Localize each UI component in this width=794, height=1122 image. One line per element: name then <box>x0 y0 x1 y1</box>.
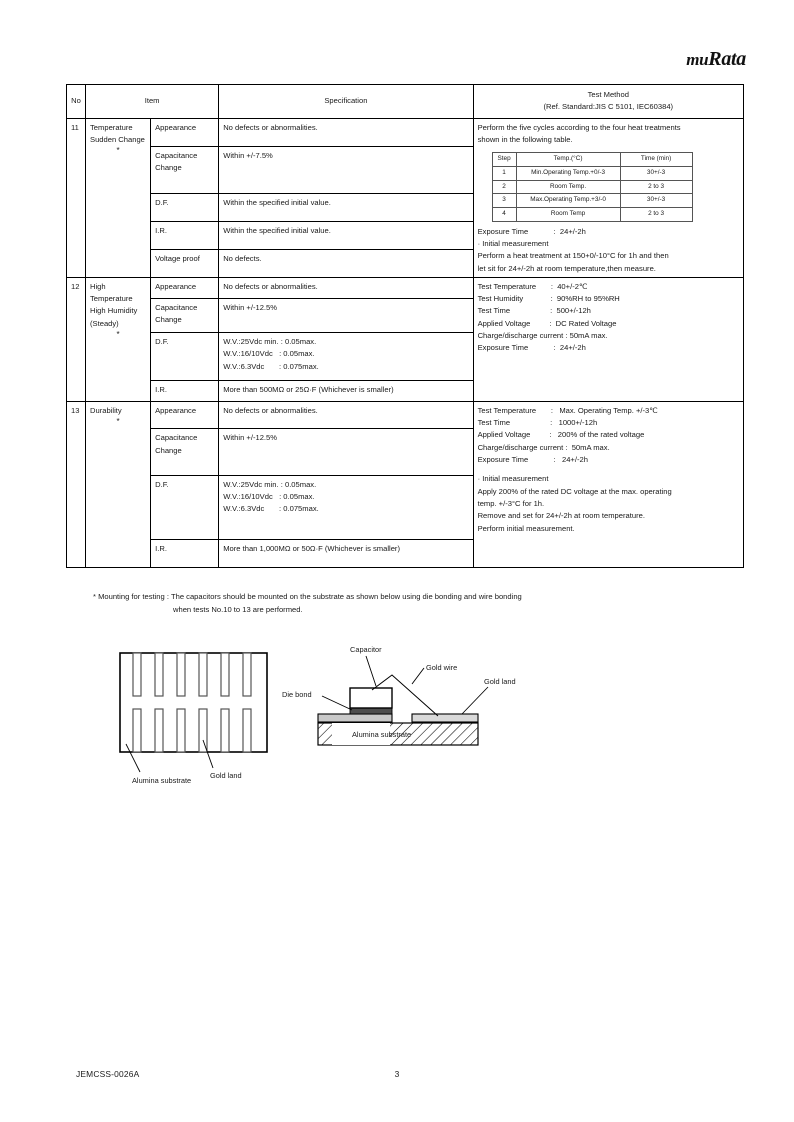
step-table-cell: 1 <box>492 166 516 180</box>
step-table-cell: 2 <box>492 180 516 194</box>
label-gold-land-cross: Gold land <box>484 677 516 686</box>
cell-subitem: Voltage proof <box>151 249 219 277</box>
cell-subitem: D.F. <box>151 193 219 221</box>
capacitor-body <box>350 688 392 708</box>
footer-document-code: JEMCSS-0026A <box>76 1069 140 1079</box>
cell-subitem: D.F. <box>151 332 219 380</box>
cell-item: High Temperature High Humidity (Steady) * <box>86 277 151 401</box>
step-table-row <box>492 194 692 208</box>
figures-area <box>60 640 740 800</box>
cell-no: 12 <box>67 277 86 401</box>
step-table-row <box>492 166 692 180</box>
cell-specification: Within the specified initial value. <box>219 193 473 221</box>
cell-subitem: I.R. <box>151 221 219 249</box>
murata-logo <box>686 48 746 71</box>
cell-specification: Within the specified initial value. <box>219 221 473 249</box>
cell-subitem: Capacitance Change <box>151 146 219 193</box>
cell-specification: Within +/-7.5% <box>219 146 473 193</box>
step-table-header-row <box>492 153 692 167</box>
figure-cross-section <box>282 645 516 745</box>
gold-land-bottom-6 <box>243 709 251 752</box>
cell-specification: Within +/-12.5% <box>219 429 473 475</box>
gold-land-left <box>318 714 392 722</box>
table-header-row <box>67 85 744 119</box>
gold-land-top-4 <box>199 653 207 696</box>
footer-page-number: 3 <box>394 1069 400 1079</box>
gold-land-top-1 <box>133 653 141 696</box>
cell-specification: No defects. <box>219 249 473 277</box>
cell-test-method: Perform the five cycles according to the four heat treatments shown in the following table. Step Temp.(°C) Time (min) 1 Min.Operating Temp.+0/-3 30+/-3 2 Room Temp. 2 to 3 3 Max.Operating Temp.+3/-0 30+/-3 4 Room Temp 2 to 3 Exposure Time : 24+/-2h · Initial measurement Perform a heat treatment at 150+0/-10°C for 1h and then let sit for 24+/-2h at room temperature,then measure. <box>473 118 743 277</box>
test-method-title-line2: (Ref. Standard:JIS C 5101, IEC60384) <box>543 102 674 112</box>
col-header-test-method <box>473 85 743 119</box>
step-table-cell: 3 <box>492 194 516 208</box>
leader-line-capacitor <box>366 656 376 686</box>
cell-no: 11 <box>67 118 86 277</box>
leader-line-gold-land-cross <box>462 687 488 714</box>
gold-land-top-2 <box>155 653 163 696</box>
cell-specification: No defects or abnormalities. <box>219 118 473 146</box>
gold-land-bottom-4 <box>199 709 207 752</box>
step-table-cell: Room Temp <box>516 208 620 222</box>
cell-test-method: Test Temperature : Max. Operating Temp. +/-3℃ Test Time : 1000+/-12h Applied Voltage : 200% of the rated voltage Charge/discharge current : 50mA max. Exposure Time : 24+/-2h · Initial measurement Apply 200% of the rated DC voltage at the max. operating temp. +/-3°C for 1h. Remove and set for 24+/-2h at room temperature. Perform initial measurement. <box>473 401 743 567</box>
step-table-cell: 2 to 3 <box>620 180 692 194</box>
specification-table <box>66 84 744 568</box>
die-bond-layer <box>350 708 392 714</box>
col-header-specification: Specification <box>219 85 473 119</box>
cell-subitem: Appearance <box>151 277 219 298</box>
step-table-cell: 30+/-3 <box>620 194 692 208</box>
item-asterisk: * <box>116 330 120 340</box>
step-table-cell: Min.Operating Temp.+0/-3 <box>516 166 620 180</box>
col-header-item: Item <box>86 85 219 119</box>
cell-subitem: Capacitance Change <box>151 429 219 475</box>
leader-line-die-bond <box>322 696 352 710</box>
table-row <box>67 277 744 298</box>
label-alumina-substrate-top: Alumina substrate <box>132 776 192 785</box>
step-table-header-cell: Step <box>492 153 516 167</box>
step-table-cell: Room Temp. <box>516 180 620 194</box>
table-row <box>67 401 744 429</box>
test-method-title-line1: Test Method <box>587 90 629 99</box>
item-asterisk: * <box>116 417 120 427</box>
gold-land-bottom-3 <box>177 709 185 752</box>
step-table-header-cell: Temp.(°C) <box>516 153 620 167</box>
step-table-cell: 30+/-3 <box>620 166 692 180</box>
heat-treatment-step-table <box>492 152 693 222</box>
cell-specification: W.V.:25Vdc min. : 0.05max. W.V.:16/10Vdc : 0.05max. W.V.:6.3Vdc : 0.075max. <box>219 475 473 540</box>
footnote-line-2: when tests No.10 to 13 are performed. <box>173 605 303 615</box>
cell-specification: No defects or abnormalities. <box>219 277 473 298</box>
cell-item: Durability * <box>86 401 151 567</box>
cell-subitem: Capacitance Change <box>151 298 219 332</box>
gold-land-bottom-2 <box>155 709 163 752</box>
gold-land-bottom-5 <box>221 709 229 752</box>
figure-top-view <box>120 653 267 785</box>
step-table-header-cell: Time (min) <box>620 153 692 167</box>
step-table-cell: 2 to 3 <box>620 208 692 222</box>
step-table-row <box>492 180 692 194</box>
cell-specification: W.V.:25Vdc min. : 0.05max. W.V.:16/10Vdc : 0.05max. W.V.:6.3Vdc : 0.075max. <box>219 332 473 380</box>
cell-subitem: I.R. <box>151 381 219 402</box>
step-table-cell: Max.Operating Temp.+3/-0 <box>516 194 620 208</box>
step-table-cell: 4 <box>492 208 516 222</box>
footnote-line-1: * Mounting for testing : The capacitors should be mounted on the substrate as shown below using die bonding and wire bonding <box>93 592 522 601</box>
table-row <box>67 118 744 146</box>
label-alumina-substrate-cross: Alumina substrate <box>352 730 412 739</box>
label-capacitor: Capacitor <box>350 645 382 654</box>
gold-land-bottom-1 <box>133 709 141 752</box>
label-gold-wire: Gold wire <box>426 663 458 672</box>
logo-rata-text: Rata <box>708 48 746 70</box>
gold-land-top-5 <box>221 653 229 696</box>
cell-item: Temperature Sudden Change * <box>86 118 151 277</box>
cell-specification: No defects or abnormalities. <box>219 401 473 429</box>
mounting-figures-svg <box>60 640 740 800</box>
cell-subitem: D.F. <box>151 475 219 540</box>
gold-land-top-6 <box>243 653 251 696</box>
col-header-no: No <box>67 85 86 119</box>
cell-subitem: I.R. <box>151 540 219 568</box>
logo-mu-text: mu <box>686 50 709 69</box>
cell-specification: More than 500MΩ or 25Ω·F (Whichever is smaller) <box>219 381 473 402</box>
cell-specification: Within +/-12.5% <box>219 298 473 332</box>
table-header <box>67 85 744 119</box>
cell-test-method: Test Temperature : 40+/-2℃ Test Humidity : 90%RH to 95%RH Test Time : 500+/-12h Applied Voltage : DC Rated Voltage Charge/discharge current : 50mA max. Exposure Time : 24+/-2h <box>473 277 743 401</box>
cell-no: 13 <box>67 401 86 567</box>
step-table-row <box>492 208 692 222</box>
label-gold-land-top: Gold land <box>210 771 242 780</box>
cell-subitem: Appearance <box>151 118 219 146</box>
mounting-footnote <box>93 590 713 617</box>
spacer <box>478 466 739 473</box>
leader-line-gold-wire <box>412 668 424 684</box>
cell-specification: More than 1,000MΩ or 50Ω·F (Whichever is smaller) <box>219 540 473 568</box>
gold-land-right <box>412 714 478 722</box>
gold-land-top-3 <box>177 653 185 696</box>
cell-subitem: Appearance <box>151 401 219 429</box>
table-body <box>67 118 744 567</box>
item-asterisk: * <box>116 146 120 156</box>
label-die-bond: Die bond <box>282 690 312 699</box>
